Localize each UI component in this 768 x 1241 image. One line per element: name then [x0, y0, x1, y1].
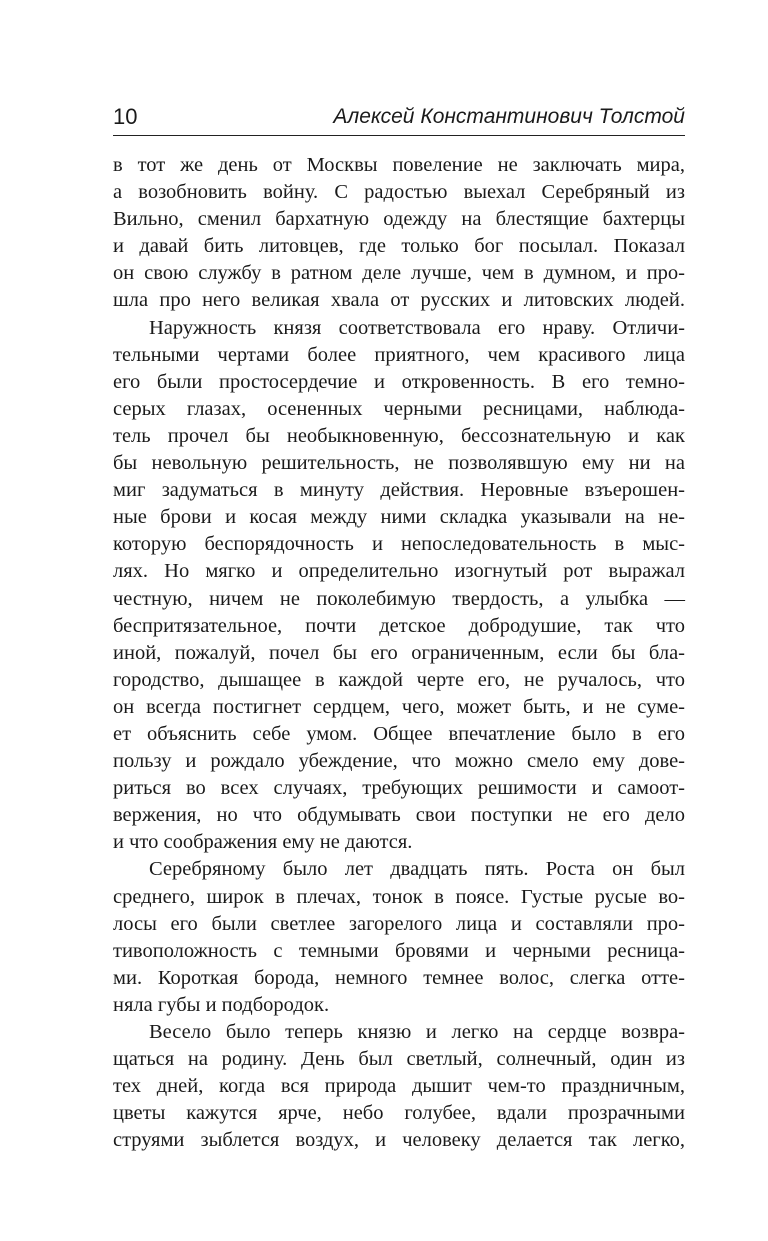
paragraph [113, 315, 685, 857]
text-line: среднего, широк в плечах, тонок в поясе. Густые русые во- [113, 885, 685, 908]
text-line: риться во всех случаях, требующих решимости и самоот- [113, 777, 685, 800]
paragraph [113, 1019, 685, 1154]
text-line: тельными чертами более приятного, чем красивого лица [113, 343, 685, 366]
text-line: иной, пожалуй, почел бы его ограниченным, если бы бла- [113, 641, 685, 664]
text-line: ет объяснить себе умом. Общее впечатление было в его [113, 722, 685, 745]
text-line: и давай бить литовцев, где только бог посылал. Показал [113, 235, 685, 258]
text-line: тех дней, когда вся природа дышит чем-то праздничным, [113, 1075, 685, 1098]
text-line: пользу и рождало убеждение, что можно смело ему дове- [113, 750, 685, 773]
text-line: его были простосердечие и откровенность. В его темно- [113, 370, 685, 393]
text-line: лях. Но мягко и определительно изогнутый рот выражал [113, 560, 685, 583]
text-line: ные брови и косая между ними складка указывали на не- [113, 506, 685, 529]
text-line: Вильно, сменил бархатную одежду на блестящие бахтерцы [113, 208, 685, 231]
text-line: щаться на родину. День был светлый, солнечный, один из [113, 1048, 685, 1071]
text-line: няла губы и подбородок. [113, 993, 330, 1016]
text-line: серых глазах, осененных черными ресницами, наблюда- [113, 397, 685, 420]
text-line: тель прочел бы необыкновенную, бессознательную и как [113, 424, 685, 447]
header-divider [113, 135, 685, 136]
text-line: Весело было теперь князю и легко на сердце возвра- [149, 1021, 685, 1043]
text-line: а возобновить войну. С радостью выехал Серебряный из [113, 181, 685, 204]
paragraph [113, 856, 685, 1019]
paragraph [113, 152, 685, 315]
running-head-title: Алексей Константинович Толстой [333, 105, 685, 128]
text-line: Наружность князя соответствовала его нраву. Отличи- [149, 316, 685, 339]
text-line: честную, ничем не поколебимую твердость, а улыбка — [113, 587, 685, 610]
text-line: бы невольную решительность, не позволявшую ему ни на [113, 452, 685, 475]
text-line: которую беспорядочность и непоследовательность в мыс- [113, 533, 685, 556]
text-line: струями зыблется воздух, и человеку делается так легко, [113, 1129, 685, 1152]
text-line: городство, дышащее в каждой черте его, не ручалось, что [113, 668, 685, 691]
text-line: он свою службу в ратном деле лучше, чем в думном, и про- [113, 262, 685, 285]
text-line: цветы кажутся ярче, небо голубее, вдали прозрачными [113, 1102, 685, 1125]
text-line: лосы его были светлее загорелого лица и составляли про- [113, 912, 685, 935]
text-line: ми. Короткая борода, немного темнее волос, слегка отте- [113, 966, 685, 989]
running-header [113, 100, 685, 134]
text-line: в тот же день от Москвы повеление не заключать мира, [113, 154, 685, 176]
text-line: он всегда постигнет сердцем, чего, может быть, и не суме- [113, 695, 685, 718]
text-line: миг задуматься в минуту действия. Неровные взъерошен- [113, 479, 685, 502]
text-line: беспритязательное, почти детское добродушие, так что [113, 614, 685, 637]
text-line: шла про него великая хвала от русских и литовских людей. [113, 289, 685, 312]
page-number: 10 [113, 104, 138, 129]
body-text [113, 152, 685, 1154]
text-line: и что соображения ему не даются. [113, 831, 413, 854]
text-line: вержения, но что обдумывать свои поступки не его дело [113, 804, 685, 827]
text-line: Серебряному было лет двадцать пять. Роста он был [149, 858, 685, 881]
text-line: тивоположность с темными бровями и черными ресница- [113, 939, 685, 962]
